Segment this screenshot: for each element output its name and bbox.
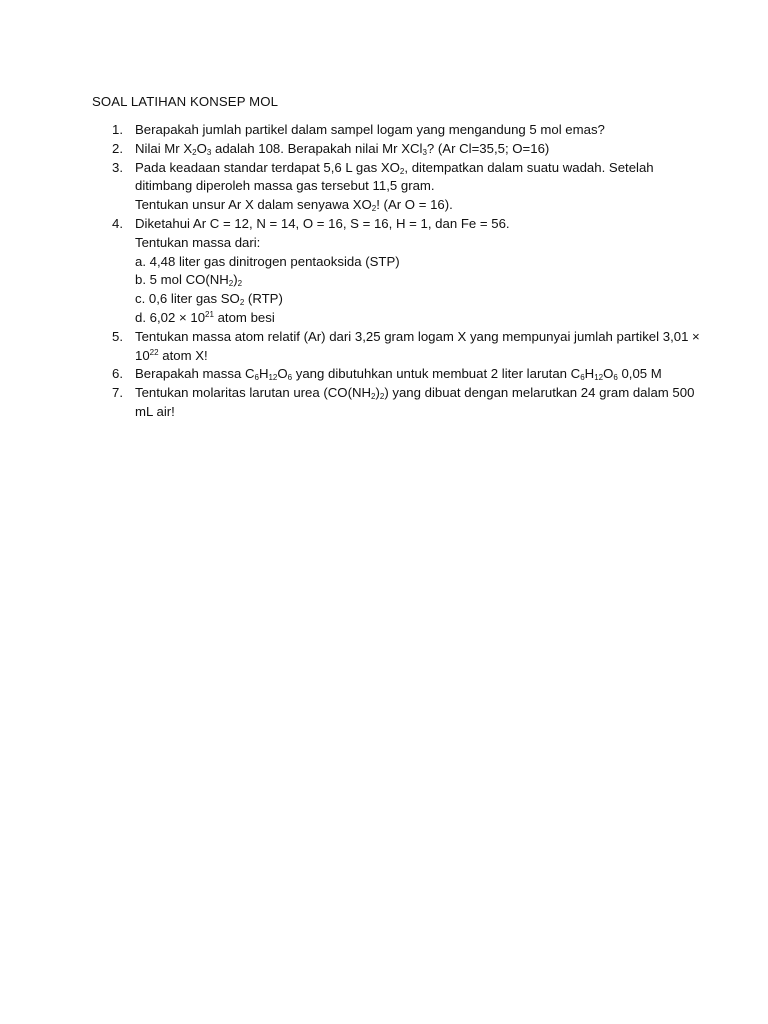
question-text-line: ditimbang diperoleh massa gas tersebut 11,5 gram.	[135, 178, 435, 194]
question-text-line: Diketahui Ar C = 12, N = 14, O = 16, S = 16, H = 1, dan Fe = 56.	[135, 215, 510, 231]
question-list	[92, 121, 700, 422]
question-item	[92, 121, 692, 140]
question-number: 3.	[112, 159, 123, 175]
question-text-line: d. $6,02 \times 10^{21}$ atom besi	[135, 309, 275, 325]
question-number: 1.	[112, 122, 123, 137]
document-title: SOAL LATIHAN KONSEP MOL	[92, 94, 279, 109]
question-text-line: Berapakah jumlah partikel dalam sampel logam yang mengandung 5 mol emas?	[135, 122, 605, 137]
question-item	[92, 328, 700, 366]
question-text-line: Nilai Mr $X_2O_3$ adalah 108. Berapakah nilai Mr XCl$_3$? (Ar Cl=35,5; O=16)	[135, 140, 550, 157]
question-item	[92, 365, 692, 384]
question-text-line: Tentukan unsur Ar X dalam senyawa $XO_2$! (Ar O = 16).	[135, 197, 453, 214]
question-text-line: Tentukan molaritas larutan urea $(CO(NH_2)_2)$ yang dibuat dengan melarutkan 24 gram dalam 500	[135, 385, 695, 402]
question-text-line: Tentukan massa dari:	[135, 234, 261, 250]
question-text-line: a. 4,48 liter gas dinitrogen pentaoksida (STP)	[135, 253, 400, 269]
question-text-line: c. 0,6 liter gas $SO_2$ (RTP)	[135, 291, 283, 308]
question-number: 2.	[112, 140, 123, 156]
question-item	[92, 215, 692, 328]
question-number: 6.	[112, 366, 123, 382]
question-item	[92, 140, 692, 159]
question-text-line: $10^{22}$ atom X!	[135, 347, 208, 363]
question-text-line: Berapakah massa $C_6H_{12}O_6$ yang dibutuhkan untuk membuat 2 liter larutan $C_6H_{12}O_6$ 0,05 M	[135, 366, 662, 383]
question-text-line: Pada keadaan standar terdapat 5,6 L gas $XO_2$, ditempatkan dalam suatu wadah. Setelah	[135, 159, 654, 176]
question-text-line: Tentukan massa atom relatif (Ar) dari 3,25 gram logam X yang mempunyai jumlah partikel 3,01 ×	[135, 328, 700, 344]
question-number: 4.	[112, 215, 123, 231]
question-item	[92, 159, 692, 215]
question-text-line: b. 5 mol $CO(NH_2)_2$	[135, 272, 243, 289]
question-number: 5.	[112, 328, 123, 344]
question-text-line: mL air!	[135, 403, 175, 419]
question-item	[92, 384, 695, 422]
question-number: 7.	[112, 385, 123, 401]
